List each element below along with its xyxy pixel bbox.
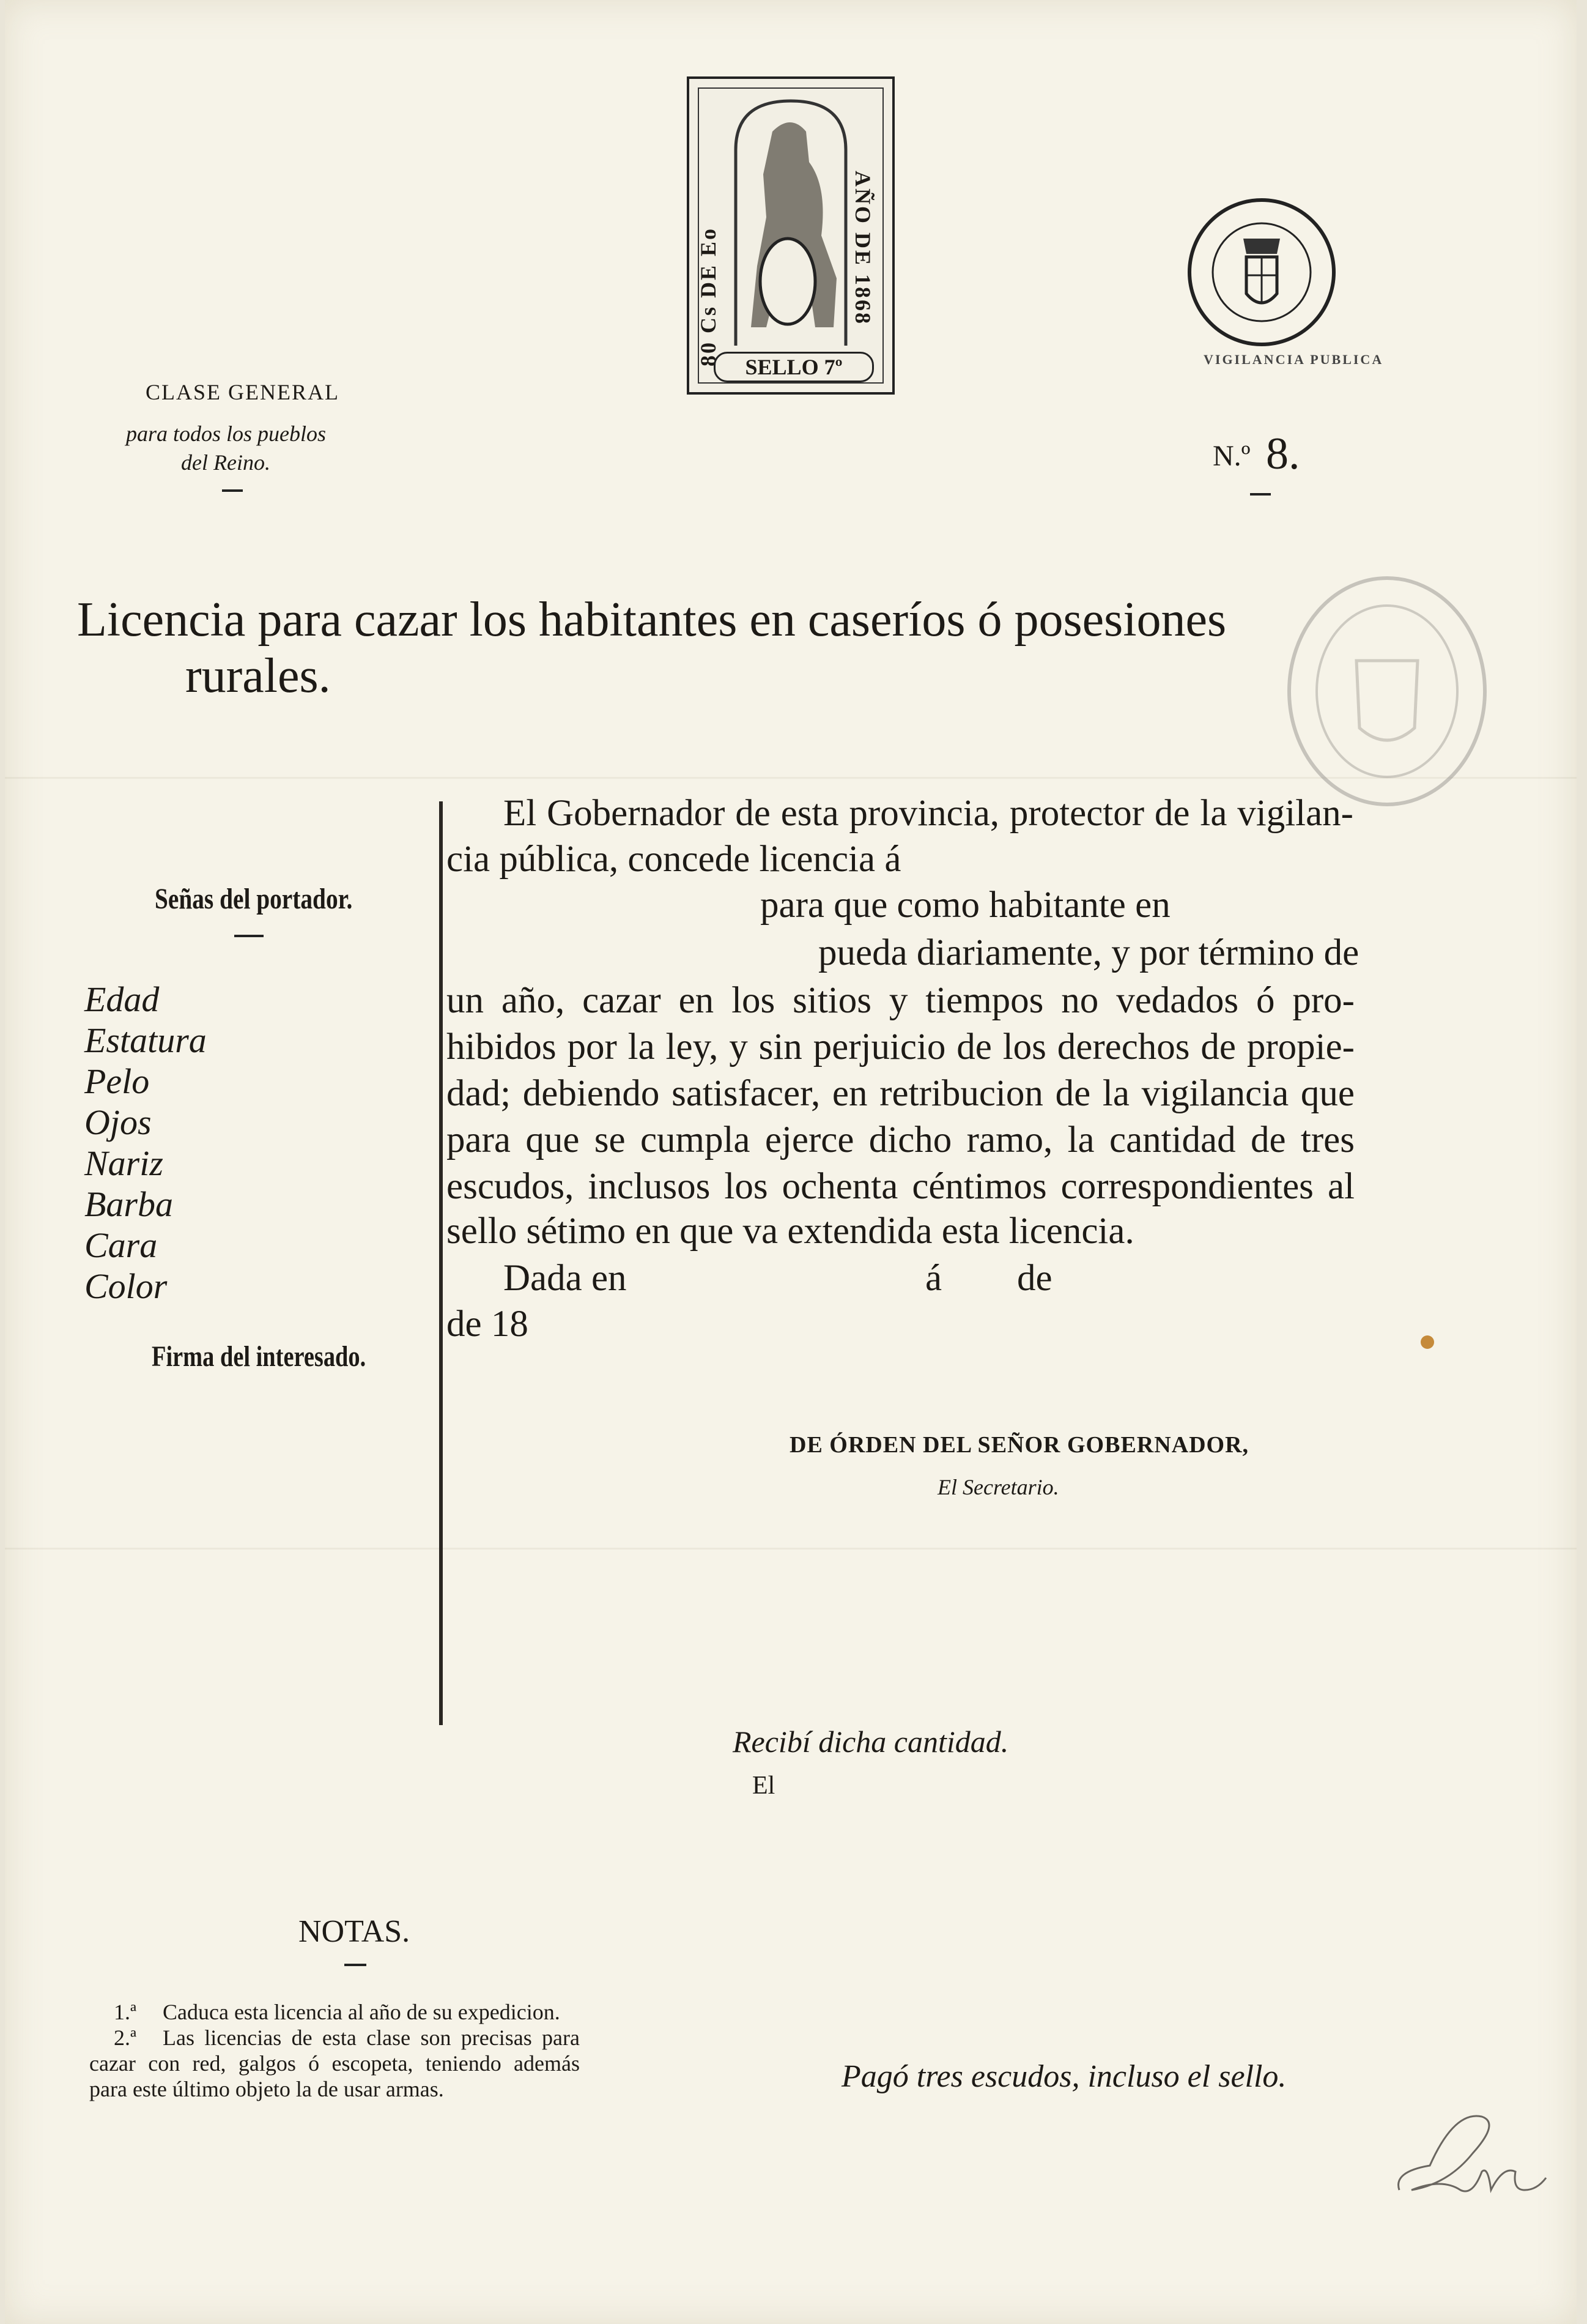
numero-label: N.º xyxy=(1213,440,1251,472)
body-line-3: para que como habitante en xyxy=(760,885,1171,926)
seal-text: VIGILANCIA PUBLICA xyxy=(1204,352,1384,367)
body-line-5: un año, cazar en los sitios y tiempos no vedados ó pro- xyxy=(446,980,1355,1021)
body-line-4: pueda diariamente, y por término de xyxy=(818,932,1359,973)
firma-label: Firma del interesado. xyxy=(152,1340,366,1373)
receipt-line: Recibí dicha cantidad. xyxy=(733,1724,1009,1759)
ink-spot xyxy=(1421,1335,1434,1349)
note-1-text: Caduca esta licencia al año de su expedicion. xyxy=(163,2000,560,2024)
body-line-2: cia pública, concede licencia á xyxy=(446,839,901,880)
document-title-line1: Licencia para cazar los habitantes en caseríos ó posesiones xyxy=(77,593,1227,647)
senas-item-pelo: Pelo xyxy=(84,1061,150,1101)
note-2-text-b: cazar con red, galgos ó escopeta, teniendo además xyxy=(89,2051,580,2076)
order-line: DE ÓRDEN DEL SEÑOR GOBERNADOR, xyxy=(790,1432,1249,1458)
license-document xyxy=(5,0,1577,2324)
stamp-figure-icon xyxy=(730,95,852,352)
stamp-year-text: AÑO DE 1868 xyxy=(851,171,875,326)
vigilancia-seal-icon xyxy=(1185,196,1338,349)
body-line-7: dad; debiendo satisfacer, en retribucion de la vigilancia que xyxy=(446,1073,1355,1114)
senas-item-edad: Edad xyxy=(84,979,160,1019)
stamp-sello-label: SELLO 7º xyxy=(714,352,874,382)
body-line-9: escudos, inclusos los ochenta céntimos correspondientes al xyxy=(446,1166,1355,1207)
body-line-8: para que se cumpla ejerce dicho ramo, la cantidad de tres xyxy=(446,1119,1355,1160)
handwritten-signature-icon xyxy=(1375,2098,1558,2208)
divider xyxy=(344,1964,366,1966)
divider xyxy=(1250,493,1271,496)
body-line-1: El Gobernador de esta provincia, protector de la vigilan- xyxy=(503,793,1353,834)
dada-a: á xyxy=(925,1258,942,1299)
senas-item-nariz: Nariz xyxy=(84,1143,163,1183)
divider xyxy=(222,489,243,492)
senas-item-color: Color xyxy=(84,1266,168,1306)
note-2-text-a: Las licencias de esta clase son precisas para xyxy=(163,2025,580,2050)
notes-heading: NOTAS. xyxy=(298,1914,410,1949)
body-line-6: hibidos por la ley, y sin perjuicio de los derechos de propie- xyxy=(446,1026,1355,1067)
document-title-line2: rurales. xyxy=(185,649,331,703)
senas-heading: Señas del portador. xyxy=(155,883,353,915)
secretario-label: El Secretario. xyxy=(938,1475,1059,1499)
senas-item-cara: Cara xyxy=(84,1225,158,1265)
para-line2: del Reino. xyxy=(181,450,270,475)
dada-year: de 18 xyxy=(446,1304,528,1345)
note-2-text-c: para este último objeto la de usar armas. xyxy=(89,2077,444,2101)
note-1-number: 1.ª xyxy=(114,2000,136,2024)
numero-value: 8. xyxy=(1266,429,1300,479)
clase-general: CLASE GENERAL xyxy=(146,380,339,404)
senas-item-barba: Barba xyxy=(84,1184,173,1224)
divider xyxy=(234,935,264,937)
pago-line: Pagó tres escudos, incluso el sello. xyxy=(842,2059,1287,2094)
stamp-value-text: 80 Cs DE Eo xyxy=(696,226,720,366)
body-line-10: sello sétimo en que va extendida esta licencia. xyxy=(446,1211,1134,1252)
column-rule xyxy=(439,801,443,1725)
senas-list xyxy=(84,979,207,1307)
senas-item-estatura: Estatura xyxy=(84,1020,207,1060)
faded-cachet-icon xyxy=(1283,569,1491,814)
fold-line xyxy=(5,1548,1577,1550)
dada-en: Dada en xyxy=(503,1258,627,1299)
receipt-el: El xyxy=(752,1772,775,1800)
para-line1: para todos los pueblos xyxy=(126,421,327,446)
senas-item-ojos: Ojos xyxy=(84,1102,152,1142)
tax-stamp xyxy=(687,76,895,395)
dada-de: de xyxy=(1017,1258,1052,1299)
note-2-number: 2.ª xyxy=(114,2025,136,2050)
